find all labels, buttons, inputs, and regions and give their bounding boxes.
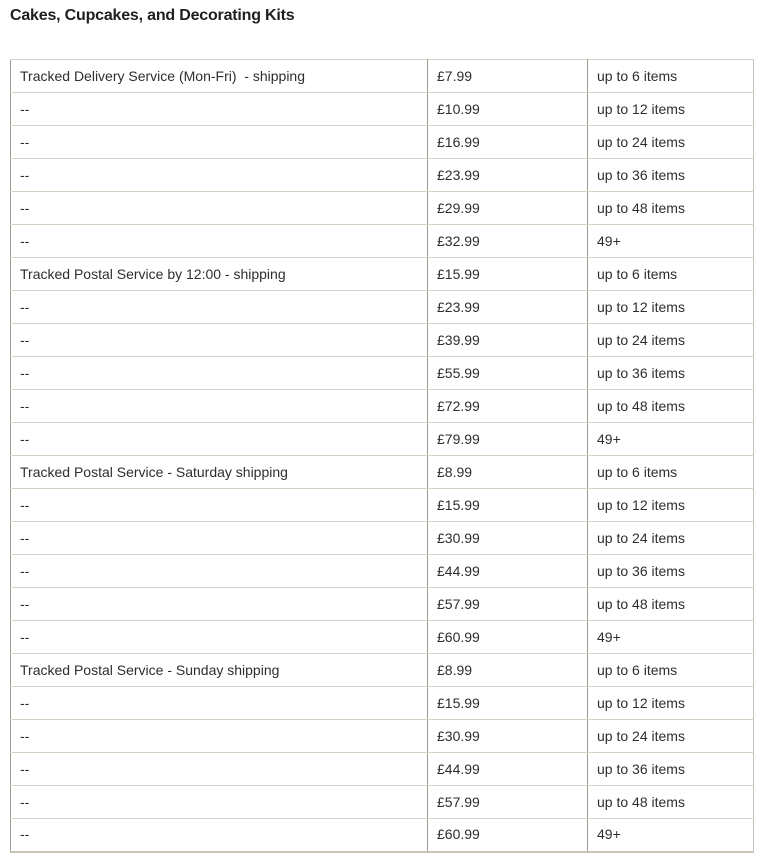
service-cell: -- [11, 753, 428, 786]
table-row [11, 258, 754, 291]
price-cell: £72.99 [428, 390, 588, 423]
table-row [11, 456, 754, 489]
service-cell: -- [11, 390, 428, 423]
service-cell: -- [11, 423, 428, 456]
quantity-cell: 49+ [588, 225, 754, 258]
table-row [11, 357, 754, 390]
service-cell: -- [11, 291, 428, 324]
quantity-cell: 49+ [588, 423, 754, 456]
quantity-cell: up to 24 items [588, 324, 754, 357]
quantity-cell: up to 48 items [588, 786, 754, 819]
quantity-cell: up to 12 items [588, 489, 754, 522]
table-row [11, 159, 754, 192]
table-row [11, 192, 754, 225]
table-row [11, 687, 754, 720]
service-cell: -- [11, 159, 428, 192]
price-cell: £32.99 [428, 225, 588, 258]
quantity-cell: up to 6 items [588, 60, 754, 93]
price-cell: £15.99 [428, 687, 588, 720]
service-cell: -- [11, 192, 428, 225]
service-cell: -- [11, 126, 428, 159]
price-cell: £23.99 [428, 159, 588, 192]
table-row [11, 753, 754, 786]
service-cell: -- [11, 489, 428, 522]
table-row [11, 588, 754, 621]
price-cell: £30.99 [428, 522, 588, 555]
quantity-cell: 49+ [588, 819, 754, 852]
quantity-cell: up to 36 items [588, 159, 754, 192]
quantity-cell: up to 36 items [588, 357, 754, 390]
service-cell: Tracked Postal Service - Saturday shipping [11, 456, 428, 489]
price-cell: £23.99 [428, 291, 588, 324]
service-cell: -- [11, 786, 428, 819]
price-cell: £39.99 [428, 324, 588, 357]
price-cell: £15.99 [428, 258, 588, 291]
table-row [11, 324, 754, 357]
service-cell: Tracked Delivery Service (Mon-Fri) - shipping [11, 60, 428, 93]
quantity-cell: up to 6 items [588, 456, 754, 489]
price-cell: £16.99 [428, 126, 588, 159]
page-title: Cakes, Cupcakes, and Decorating Kits [10, 7, 295, 24]
service-cell: Tracked Postal Service by 12:00 - shipping [11, 258, 428, 291]
quantity-cell: up to 12 items [588, 687, 754, 720]
quantity-cell: up to 36 items [588, 555, 754, 588]
quantity-cell: up to 6 items [588, 654, 754, 687]
shipping-pricing-table [10, 59, 754, 853]
table-row [11, 489, 754, 522]
price-cell: £8.99 [428, 456, 588, 489]
table-row [11, 291, 754, 324]
service-cell: -- [11, 93, 428, 126]
price-cell: £30.99 [428, 720, 588, 753]
service-cell: -- [11, 357, 428, 390]
table-row [11, 654, 754, 687]
quantity-cell: up to 24 items [588, 720, 754, 753]
table-row [11, 522, 754, 555]
table-row [11, 126, 754, 159]
service-cell: -- [11, 819, 428, 852]
quantity-cell: up to 24 items [588, 126, 754, 159]
table-row [11, 423, 754, 456]
price-cell: £79.99 [428, 423, 588, 456]
table-row [11, 60, 754, 93]
quantity-cell: up to 48 items [588, 390, 754, 423]
quantity-cell: up to 36 items [588, 753, 754, 786]
service-cell: -- [11, 621, 428, 654]
price-cell: £60.99 [428, 819, 588, 852]
quantity-cell: up to 6 items [588, 258, 754, 291]
price-cell: £57.99 [428, 588, 588, 621]
quantity-cell: up to 12 items [588, 93, 754, 126]
price-cell: £7.99 [428, 60, 588, 93]
service-cell: -- [11, 522, 428, 555]
price-cell: £29.99 [428, 192, 588, 225]
price-cell: £44.99 [428, 753, 588, 786]
table-row [11, 819, 754, 852]
service-cell: -- [11, 324, 428, 357]
price-cell: £55.99 [428, 357, 588, 390]
price-cell: £44.99 [428, 555, 588, 588]
price-cell: £15.99 [428, 489, 588, 522]
quantity-cell: 49+ [588, 621, 754, 654]
table-row [11, 786, 754, 819]
table-row [11, 93, 754, 126]
table-row [11, 720, 754, 753]
service-cell: -- [11, 720, 428, 753]
table-row [11, 390, 754, 423]
table-row [11, 621, 754, 654]
table-row [11, 225, 754, 258]
service-cell: -- [11, 687, 428, 720]
service-cell: Tracked Postal Service - Sunday shipping [11, 654, 428, 687]
service-cell: -- [11, 588, 428, 621]
service-cell: -- [11, 555, 428, 588]
price-cell: £8.99 [428, 654, 588, 687]
price-cell: £60.99 [428, 621, 588, 654]
price-cell: £57.99 [428, 786, 588, 819]
table-row [11, 555, 754, 588]
quantity-cell: up to 12 items [588, 291, 754, 324]
service-cell: -- [11, 225, 428, 258]
price-cell: £10.99 [428, 93, 588, 126]
quantity-cell: up to 48 items [588, 588, 754, 621]
pricing-table-body [11, 60, 754, 852]
quantity-cell: up to 48 items [588, 192, 754, 225]
quantity-cell: up to 24 items [588, 522, 754, 555]
